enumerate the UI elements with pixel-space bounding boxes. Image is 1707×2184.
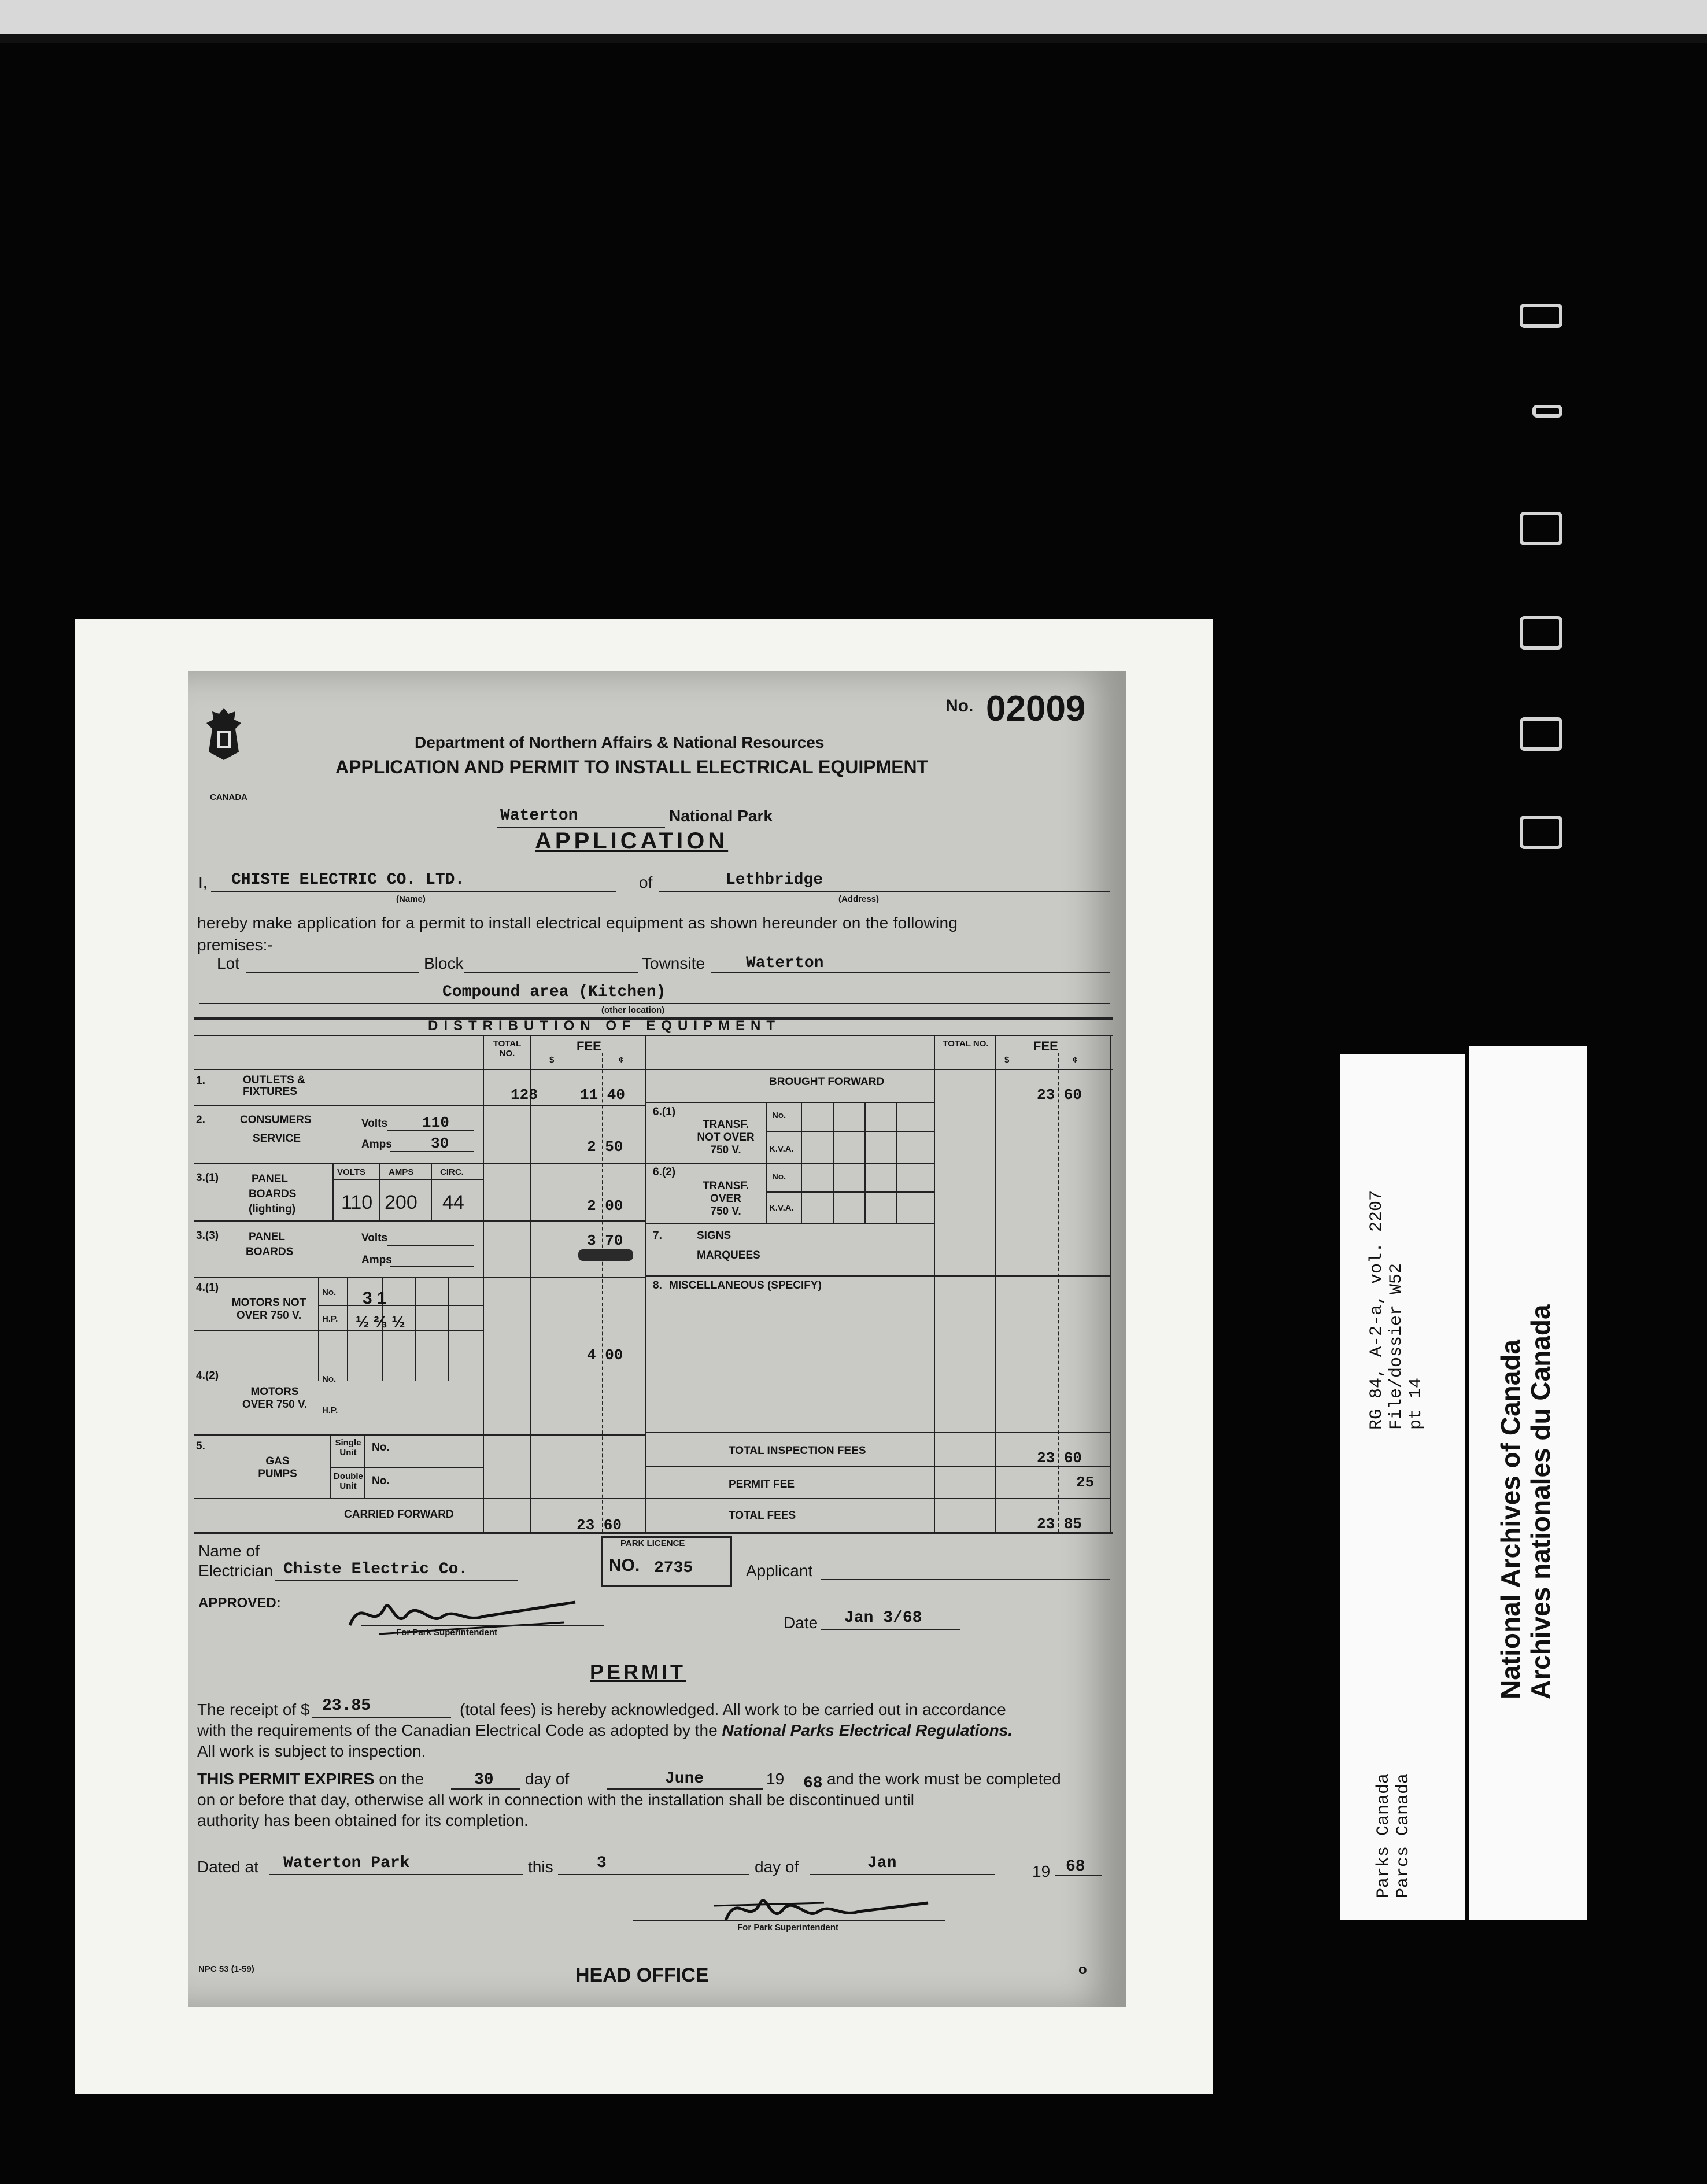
double-no: No. — [372, 1475, 390, 1487]
row-line — [645, 1223, 934, 1224]
applicant-label: Applicant — [746, 1562, 813, 1580]
dated-day: 3 — [597, 1854, 607, 1872]
of-label: of — [639, 873, 653, 891]
expires-line — [197, 1770, 424, 1788]
dated-at-label: Dated at — [197, 1858, 258, 1876]
date-value: Jan 3/68 — [844, 1609, 922, 1627]
dated-year: 68 — [1066, 1858, 1085, 1876]
row-line — [194, 1220, 645, 1222]
on-the-label: on the — [379, 1770, 424, 1788]
film-top-shadow — [0, 34, 1707, 43]
motor1-no-values: 3 1 — [363, 1289, 387, 1308]
canada-crest-icon — [201, 706, 247, 763]
col-line — [1110, 1035, 1111, 1533]
volts-label: Volts — [361, 1117, 388, 1130]
head-office: HEAD OFFICE — [575, 1964, 709, 1986]
gas-sub-line — [330, 1467, 483, 1468]
nineteen-label-2: 19 — [1032, 1862, 1051, 1880]
motors1-label: MOTORS NOT OVER 750 V. — [231, 1297, 306, 1322]
carried-forward-label: CARRIED FORWARD — [344, 1508, 454, 1521]
lot-label: Lot — [217, 954, 239, 972]
row-line — [645, 1163, 934, 1164]
electrician-name-label-1: Name of — [198, 1542, 260, 1560]
row-num: 3.(1) — [196, 1172, 219, 1184]
outlets-total: 128 — [511, 1086, 538, 1104]
applicant-name: CHISTE ELECTRIC CO. LTD. — [231, 871, 465, 889]
row-num: 8. — [653, 1279, 662, 1292]
row-line — [645, 1466, 1110, 1467]
other-location-underline — [199, 1003, 1110, 1004]
transf1-no: No. — [772, 1111, 786, 1120]
form-number: 02009 — [986, 689, 1086, 729]
brought-forward-fee: 23 60 — [1037, 1086, 1082, 1104]
permit-line3: All work is subject to inspection. — [197, 1742, 426, 1760]
name-caption: (Name) — [396, 894, 426, 904]
motor-col — [347, 1277, 348, 1381]
day-of-label-2: day of — [755, 1858, 799, 1876]
dated-month-underline — [810, 1874, 995, 1875]
col-line — [645, 1035, 646, 1533]
boards-label: BOARDS — [249, 1188, 297, 1200]
expires-year: 68 — [803, 1774, 823, 1792]
receipt-underline — [312, 1717, 451, 1718]
other-location-caption: (other location) — [601, 1005, 665, 1015]
consumers-fee: 2 50 — [587, 1138, 623, 1156]
row-num: 6.(2) — [653, 1166, 676, 1178]
fee-header-right: FEE — [1033, 1039, 1058, 1053]
panel3-label: PANEL — [249, 1231, 285, 1243]
expires-label: THIS PERMIT EXPIRES — [197, 1770, 375, 1788]
row-num: 3.(3) — [196, 1230, 219, 1242]
total-fees-label: TOTAL FEES — [729, 1510, 796, 1522]
row-num: 4.(2) — [196, 1370, 219, 1382]
table-bottom-line — [194, 1532, 1113, 1534]
day-of-label: day of — [525, 1770, 570, 1788]
exp-day-underline — [451, 1788, 520, 1790]
archives-name — [1495, 1304, 1555, 1699]
dated-year-underline — [1055, 1875, 1102, 1876]
volts3-underline — [387, 1245, 474, 1246]
amps-underline — [390, 1151, 474, 1152]
crest-caption: CANADA — [210, 792, 247, 802]
row-line — [194, 1434, 645, 1436]
frame-marker — [1532, 405, 1562, 418]
hereby-text-2: premises:- — [197, 936, 273, 954]
lot-underline — [246, 972, 419, 973]
panel-fee: 2 00 — [587, 1197, 623, 1215]
expires-day: 30 — [474, 1771, 494, 1789]
form-title: APPLICATION AND PERMIT TO INSTALL ELECTRICAL EQUIPMENT — [335, 757, 929, 777]
approved-label: APPROVED: — [198, 1595, 281, 1611]
total-inspection-fee: 23 60 — [1037, 1449, 1082, 1467]
permit-fee: 25 — [1076, 1474, 1095, 1491]
electrician-name-label-2: Electrician — [198, 1562, 274, 1580]
ref-line-2: File/dossier W52 — [1387, 1263, 1406, 1430]
row-num: 1. — [196, 1075, 205, 1087]
panel-sub-line — [332, 1179, 483, 1180]
address-underline — [659, 891, 1110, 892]
permit-line2b: National Parks Electrical Regulations. — [722, 1721, 1013, 1739]
row-line — [645, 1275, 1110, 1277]
film-top-border — [0, 0, 1707, 34]
transf-sub-line — [766, 1191, 934, 1193]
panel-circ-header: CIRC. — [440, 1167, 464, 1177]
gas-label: GAS PUMPS — [258, 1455, 297, 1480]
electrician-underline — [275, 1580, 518, 1581]
panel-volts-header: VOLTS — [337, 1167, 365, 1177]
row-line — [645, 1432, 1110, 1433]
misc-label: MISCELLANEOUS (SPECIFY) — [669, 1279, 822, 1292]
motor-col — [448, 1277, 449, 1381]
row-line — [194, 1277, 645, 1278]
townsite-value: Waterton — [746, 954, 824, 972]
applicant-underline — [821, 1579, 1110, 1580]
consumers-volts: 110 — [422, 1114, 449, 1131]
panel-col — [332, 1163, 334, 1220]
amps3-label: Amps — [361, 1254, 392, 1266]
col-line — [530, 1035, 531, 1533]
motors2-label: MOTORS OVER 750 V. — [242, 1386, 308, 1411]
park-name: Waterton — [500, 807, 578, 825]
motor-sub-line — [318, 1305, 483, 1306]
consumers-amps: 30 — [431, 1135, 449, 1152]
row-num: 6.(1) — [653, 1106, 676, 1118]
permit-line2a: with the requirements of the Canadian Electrical Code as adopted by the — [197, 1721, 722, 1739]
for-superintendent-label-2: For Park Superintendent — [737, 1923, 839, 1932]
exp-month-underline — [607, 1788, 763, 1790]
panel-circ: 44 — [442, 1191, 464, 1213]
dated-at-underline — [269, 1874, 523, 1875]
approved-underline — [361, 1625, 604, 1626]
col-line — [483, 1035, 484, 1533]
permit-fee-label: PERMIT FEE — [729, 1478, 795, 1491]
row-line — [645, 1498, 1110, 1499]
col-line — [934, 1035, 935, 1533]
i-label: I, — [198, 873, 208, 891]
double-unit: Double Unit — [334, 1471, 363, 1491]
permit-heading: PERMIT — [590, 1660, 686, 1684]
amps3-underline — [390, 1266, 474, 1267]
archives-line-2: Archives nationales du Canada — [1525, 1304, 1555, 1699]
frame-marker — [1520, 717, 1562, 751]
address-caption: (Address) — [838, 894, 880, 904]
volts3-label: Volts — [361, 1232, 388, 1244]
applicant-address: Lethbridge — [726, 871, 823, 889]
other-location: Compound area (Kitchen) — [442, 983, 666, 1001]
boards3-label: BOARDS — [246, 1246, 294, 1258]
permit-line6: authority has been obtained for its completion. — [197, 1812, 529, 1829]
corner-mark: o — [1078, 1962, 1087, 1978]
row-num: 5. — [196, 1440, 205, 1452]
panel-volts: 110 — [341, 1191, 373, 1213]
single-unit: Single Unit — [335, 1438, 361, 1458]
receipt-pre: The receipt of $ — [197, 1700, 310, 1718]
motor1-hp-values: ½ ⅔ ½ — [356, 1313, 405, 1331]
townsite-label: Townsite — [642, 954, 705, 972]
panel-col — [431, 1163, 432, 1220]
expires-post: and the work must be completed — [827, 1770, 1061, 1788]
row-line — [194, 1330, 483, 1331]
archives-card — [1469, 1046, 1587, 1920]
receipt-amount: 23.85 — [322, 1697, 371, 1715]
department-name: Department of Northern Affairs & National Resources — [415, 733, 825, 751]
row-line — [645, 1102, 934, 1103]
transf2-kva: K.V.A. — [769, 1203, 794, 1213]
frame-marker — [1520, 512, 1562, 545]
row-line — [194, 1498, 645, 1499]
total-no-header-right: TOTAL NO. — [943, 1039, 989, 1049]
ref-line-1: RG 84, A-2-a, vol. 2207 — [1367, 1190, 1387, 1430]
motor-col — [318, 1277, 319, 1381]
transf1-kva: K.V.A. — [769, 1144, 794, 1154]
licence-label: PARK LICENCE — [620, 1539, 685, 1548]
row-num: 7. — [653, 1230, 662, 1242]
row-line — [194, 1105, 645, 1106]
panel-label: PANEL — [252, 1173, 288, 1185]
signs-label: SIGNS — [697, 1230, 731, 1242]
permit-form — [188, 671, 1126, 2007]
gas-col — [364, 1434, 365, 1498]
date-label: Date — [784, 1614, 818, 1632]
block-label: Block — [424, 954, 464, 972]
table-header-line — [194, 1035, 1113, 1036]
transf1-label: TRANSF. NOT OVER 750 V. — [697, 1119, 755, 1156]
consumers-label: CONSUMERS — [240, 1114, 312, 1126]
dollar-header-right: $ — [1004, 1055, 1010, 1065]
total-no-header: TOTAL NO. — [493, 1039, 522, 1058]
motor2-no-label: No. — [322, 1374, 337, 1384]
row-line — [194, 1163, 645, 1164]
outlets-fee: 11 40 — [580, 1086, 626, 1104]
agency-line-1: Parks Canada — [1374, 1773, 1394, 1898]
dated-month: Jan — [867, 1854, 897, 1872]
cent-header-right: ¢ — [1073, 1055, 1078, 1065]
archive-reference-card — [1340, 1054, 1465, 1920]
frame-marker — [1520, 304, 1562, 328]
volts-underline — [387, 1130, 474, 1131]
hereby-text-1: hereby make application for a permit to install electrical equipment as shown hereunder on the following — [197, 914, 958, 932]
outlets-label: OUTLETS & FIXTURES — [243, 1074, 305, 1098]
motor-col — [415, 1277, 416, 1381]
for-superintendent-label: For Park Superintendent — [396, 1628, 498, 1637]
transf2-no: No. — [772, 1172, 786, 1182]
amps-label: Amps — [361, 1138, 392, 1150]
nineteen-label: 19 — [766, 1770, 785, 1788]
park-suffix: National Park — [669, 807, 773, 825]
electrician-name: Chiste Electric Co. — [283, 1560, 468, 1578]
brought-forward-label: BROUGHT FORWARD — [769, 1076, 885, 1088]
dated-day-underline — [558, 1874, 749, 1875]
permit-line2 — [197, 1721, 1013, 1740]
panel3-fee: 3 70 — [587, 1232, 623, 1249]
frame-marker — [1520, 616, 1562, 650]
licence-no: 2735 — [654, 1559, 693, 1577]
row-num: 2. — [196, 1114, 205, 1126]
signature-underline-2 — [633, 1920, 945, 1921]
motor1-no-label: No. — [322, 1287, 337, 1297]
scribble-mark — [578, 1249, 633, 1261]
service-label: SERVICE — [253, 1132, 301, 1145]
carried-forward-fee: 23 60 — [577, 1517, 622, 1534]
date-underline — [821, 1629, 960, 1630]
lighting-label: (lighting) — [249, 1203, 296, 1215]
motors1-fee: 4 00 — [587, 1346, 623, 1364]
archives-line-1: National Archives of Canada — [1495, 1339, 1525, 1699]
frame-marker — [1520, 816, 1562, 849]
panel-amps-header: AMPS — [389, 1167, 414, 1177]
motor1-hp-label: H.P. — [322, 1314, 338, 1324]
header-bottom-line — [194, 1069, 1113, 1070]
transf2-label: TRANSF. OVER 750 V. — [702, 1180, 749, 1218]
form-code: NPC 53 (1-59) — [198, 1964, 254, 1974]
transf-sub-line — [766, 1131, 934, 1132]
dated-at-value: Waterton Park — [283, 1854, 410, 1872]
name-underline — [211, 891, 616, 892]
licence-no-label: NO. — [609, 1556, 640, 1575]
form-number-prefix: No. — [945, 696, 974, 715]
archive-reference — [1367, 1190, 1426, 1430]
application-heading: APPLICATION — [535, 828, 729, 854]
fee-cents-line — [602, 1053, 603, 1533]
panel-amps: 200 — [385, 1191, 417, 1213]
distribution-heading: DISTRIBUTION OF EQUIPMENT — [428, 1018, 781, 1034]
agency-line-2: Parcs Canada — [1394, 1773, 1413, 1898]
row-num: 4.(1) — [196, 1282, 219, 1294]
col-line — [995, 1035, 996, 1533]
ref-line-3: pt 14 — [1406, 1377, 1426, 1430]
receipt-post: (total fees) is hereby acknowledged. All work to be carried out in accordance — [460, 1700, 1006, 1718]
townsite-underline — [711, 972, 1110, 973]
this-label: this — [528, 1858, 553, 1876]
dollar-header: $ — [549, 1055, 555, 1065]
gas-col — [330, 1434, 331, 1498]
fee-header: FEE — [577, 1039, 601, 1053]
total-fees: 23 85 — [1037, 1515, 1082, 1533]
block-underline — [464, 972, 638, 973]
agency-name — [1374, 1773, 1413, 1898]
expires-month: June — [665, 1770, 704, 1788]
cent-header: ¢ — [619, 1055, 624, 1065]
motor2-hp-label: H.P. — [322, 1405, 338, 1415]
single-no: No. — [372, 1441, 390, 1453]
total-inspection-label: TOTAL INSPECTION FEES — [729, 1445, 866, 1457]
panel-col — [379, 1163, 380, 1220]
permit-line5: on or before that day, otherwise all work in connection with the installation shall be discontinued until — [197, 1791, 914, 1809]
marquees-label: MARQUEES — [697, 1249, 760, 1261]
